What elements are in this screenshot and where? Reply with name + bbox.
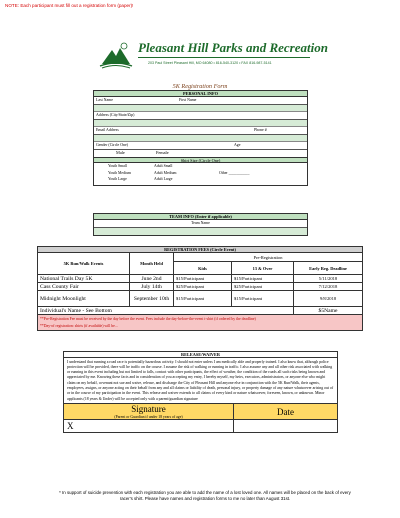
fees-note-1: **Pre-Registration Fee must be received by the day before the event. Fees include the day-before-the-event t-shirt (if ordered by the deadline) bbox=[38, 315, 363, 323]
shirt-size-options bbox=[94, 163, 307, 185]
shirt-adult-small[interactable]: Adult Small bbox=[154, 164, 173, 168]
fees-header: REGISTRATION FEES (Circle Event) bbox=[38, 247, 363, 253]
table-row[interactable] bbox=[38, 307, 363, 315]
event-name[interactable]: Cass County Fair bbox=[38, 283, 130, 291]
shirt-size-header: Shirt Size (Circle One) bbox=[94, 157, 307, 163]
table-row[interactable] bbox=[38, 283, 363, 291]
org-address: 203 Paul Street Pleasant Hill, MO 64080 • 816-540-3120 • FAX 816-987-5141 bbox=[148, 61, 272, 65]
form-title: 5K Registration Form bbox=[172, 83, 228, 90]
col-13-over: 13 & Over bbox=[232, 262, 294, 275]
event-month: September 10th bbox=[130, 291, 174, 307]
release-waiver-section bbox=[63, 351, 338, 433]
address-field[interactable] bbox=[94, 120, 307, 128]
team-name-row bbox=[94, 220, 307, 228]
event-kids-fee: $25/Participant bbox=[174, 283, 232, 291]
header-rule bbox=[138, 57, 310, 58]
event-name[interactable]: Midnight Moonlight bbox=[38, 291, 130, 307]
team-info-header: TEAM INFO (Enter if applicable) bbox=[94, 214, 307, 220]
shirt-youth-small[interactable]: Youth Small bbox=[108, 164, 127, 168]
table-row[interactable] bbox=[38, 291, 363, 307]
gender-male[interactable]: Male bbox=[116, 150, 125, 155]
registration-fees-table bbox=[37, 246, 363, 331]
personal-info-header: PERSONAL INFO bbox=[94, 91, 307, 97]
individual-name-fee: $5Name bbox=[294, 307, 363, 315]
event-month: July 14th bbox=[130, 283, 174, 291]
address-label: Address (City/State/Zip) bbox=[96, 112, 135, 117]
fees-note-2: **Day-of registration: shirts (if available) will be... bbox=[38, 323, 363, 331]
individual-name-label: Individual's Name - See Bottom bbox=[38, 307, 294, 315]
shirt-youth-medium[interactable]: Youth Medium bbox=[108, 170, 131, 175]
team-name-label: Team Name bbox=[191, 220, 210, 225]
event-kids-fee: $15/Participant bbox=[174, 275, 232, 283]
event-deadline: 7/12/2018 bbox=[294, 283, 363, 291]
team-name-field[interactable] bbox=[94, 228, 307, 236]
email-row[interactable] bbox=[94, 127, 307, 135]
waiver-header: RELEASE/WAIVER bbox=[64, 352, 337, 358]
event-kids-fee: $15/Participant bbox=[174, 291, 232, 307]
event-adult-fee: $15/Participant bbox=[232, 291, 294, 307]
letterhead bbox=[98, 40, 328, 78]
waiver-text: I understand that running a road race is potentially hazardous activity. I should not enter unless I am medically able and properly trained. I also know that, although police protection will be provided, there will be traffic on the course. I assume the risk of walking or running in traffic. I also assume any and all other risk associated with walking or running in this event including but not limited to falls, contact with other participants, the effect of weather, the condition of the roads all such risks being known and appreciated by me. Knowing these facts and in consideration of you accepting my entry, I hereby myself, my heirs, executors, administrators, or anyone else who might claim on my behalf, covenant not sue and waive, release, and discharge the City of Pleasant Hill and anyone else in conjunction with the 5K Run/Walk, their agents, employees, assigns, or anyone acting on their behalf from any and all claims or liability of death, personal injury, or property damage of any nature whatsoever arising out of or in the course of my participation in the event. This release and waiver extends to all claims of every kind or nature whatsoever, foreseen, known, or unknown. Minor applicants (18 years & Under) will be accepted only with a parent/guardian signature bbox=[67, 359, 334, 401]
gender-row[interactable] bbox=[94, 142, 307, 150]
email-label: Email Address bbox=[96, 127, 119, 132]
name-row[interactable] bbox=[94, 97, 307, 105]
team-info-section bbox=[93, 213, 308, 236]
col-prereg: Pre-Registration bbox=[174, 253, 363, 262]
age-label: Age bbox=[234, 142, 241, 147]
event-adult-fee: $15/Participant bbox=[232, 275, 294, 283]
col-month: Month Held bbox=[130, 253, 174, 275]
phone-label: Phone # bbox=[254, 127, 267, 132]
signature-block bbox=[64, 403, 337, 432]
table-row[interactable] bbox=[38, 275, 363, 283]
parks-logo-icon bbox=[98, 40, 134, 70]
event-deadline: 9/8/2018 bbox=[294, 291, 363, 307]
event-name[interactable]: National Trails Day 5K bbox=[38, 275, 130, 283]
email-field[interactable] bbox=[94, 135, 307, 143]
footer-note bbox=[35, 490, 375, 502]
event-deadline: 5/11/2018 bbox=[294, 275, 363, 283]
last-name-label: Last Name bbox=[96, 97, 113, 102]
top-note: NOTE: Each participant must fill out a registration form (paper)! bbox=[5, 3, 134, 8]
event-month: June 2nd bbox=[130, 275, 174, 283]
col-kids: Kids bbox=[174, 262, 232, 275]
signature-label: Signature bbox=[64, 404, 233, 415]
col-events: 5K Run/Walk Events bbox=[38, 253, 130, 275]
event-adult-fee: $25/Participant bbox=[232, 283, 294, 291]
gender-female[interactable]: Female bbox=[156, 150, 169, 155]
gender-label: Gender (Circle One) bbox=[96, 142, 128, 147]
shirt-adult-medium[interactable]: Adult Medium bbox=[154, 170, 177, 175]
signature-sublabel: (Parent or Guardian if under 18 years of age) bbox=[64, 415, 233, 420]
address-row[interactable] bbox=[94, 112, 307, 120]
date-field[interactable] bbox=[234, 420, 337, 432]
signature-field[interactable]: X bbox=[67, 421, 74, 432]
footer-line-2: racer's shirt. Please have names and registration forms to me no later than August 31st. bbox=[119, 496, 291, 502]
name-field[interactable] bbox=[94, 105, 307, 113]
shirt-other[interactable]: Other ___________ bbox=[219, 170, 250, 175]
shirt-adult-large[interactable]: Adult Large bbox=[154, 177, 173, 181]
date-label: Date bbox=[234, 404, 337, 420]
gender-options bbox=[94, 150, 307, 158]
personal-info-section bbox=[93, 90, 308, 186]
org-name: Pleasant Hill Parks and Recreation bbox=[138, 40, 328, 55]
footer-line-1: * In support of suicide prevention with each registration you are able to add the name of a lost loved one. All names will be placed on the back of every bbox=[59, 490, 351, 495]
first-name-label: First Name bbox=[179, 97, 197, 102]
col-deadline: Early Reg. Deadline bbox=[294, 262, 363, 275]
shirt-youth-large[interactable]: Youth Large bbox=[108, 177, 127, 181]
